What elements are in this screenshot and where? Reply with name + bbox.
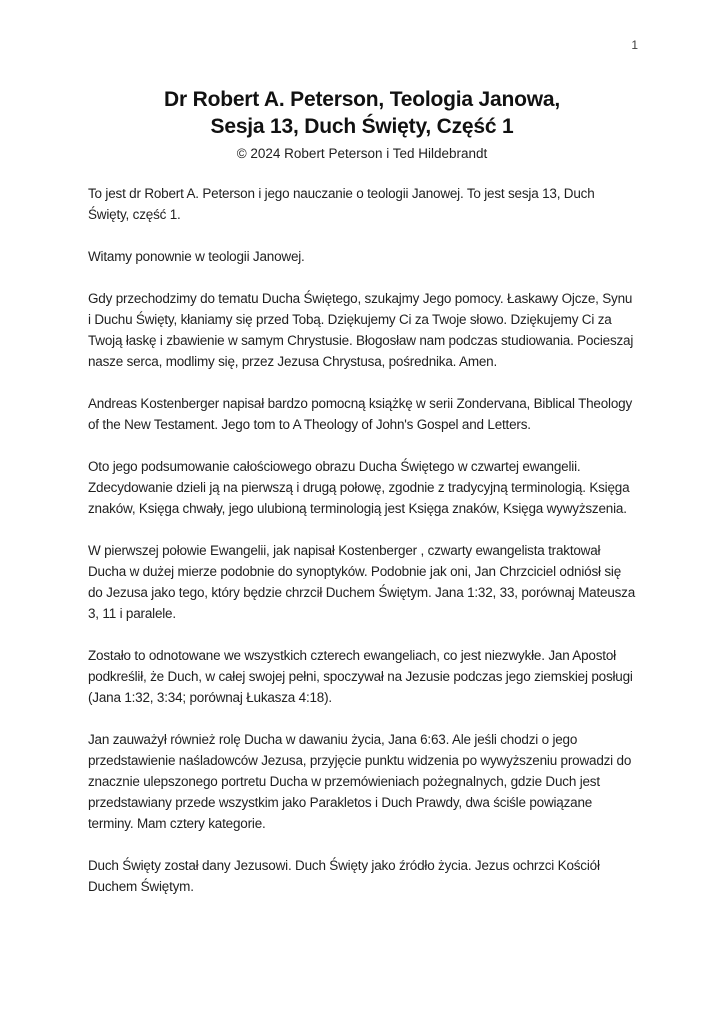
- document-header: [0, 86, 724, 162]
- paragraph-life-giving-spirit: Jan zauważył również rolę Ducha w dawaniu życia, Jana 6:63. Ale jeśli chodzi o jego przedstawienie naśladowców Jezusa, przyjęcie punktu widzenia po wywyższeniu prowadzi do znacznie ulepszonego portretu Ducha w przemówieniach pożegnalnych, gdzie Duch jest przedstawiany przede wszystkim jako Parakletos i Duch Prawdy, dwa ściśle powiązane terminy. Mam cztery kategorie.: [88, 732, 632, 831]
- paragraph-first-half-gospel: W pierwszej połowie Ewangelii, jak napisał Kostenberger , czwarty ewangelista traktował Ducha w dużej mierze podobnie do synoptyków. Podobnie jak oni, Jan Chrzciciel odniósł się do Jezusa jako tego, który będzie chrzcił Duchem Świętym. Jana 1:32, 33, porównaj Mateusza 3, 11 i paralele.: [88, 543, 636, 621]
- paragraph-prayer: Gdy przechodzimy do tematu Ducha Świętego, szukajmy Jego pomocy. Łaskawy Ojcze, Synu i Duchu Święty, kłaniamy się przed Tobą. Dziękujemy Ci za Twoje słowo. Dziękujemy Ci za Twoją łaskę i zbawienie w samym Chrystusie. Błogosław nam podczas studiowania. Pocieszaj nasze serca, modlimy się, przez Jezusa Chrystusa, pośrednika. Amen.: [88, 291, 634, 369]
- title-line-1: Dr Robert A. Peterson, Teologia Janowa,: [164, 88, 560, 111]
- paragraph-kostenberger-book: Andreas Kostenberger napisał bardzo pomocną książkę w serii Zondervana, Biblical Theology of the New Testament. Jego tom to A Theology of John's Gospel and Letters.: [88, 396, 633, 432]
- paragraph-summary: Oto jego podsumowanie całościowego obrazu Ducha Świętego w czwartej ewangelii. Zdecydowanie dzieli ją na pierwszą i drugą połowę, zgodnie z tradycyjną terminologią. Księga znaków, Księga chwały, jego ulubioną terminologią jest Księga znaków, Księga wywyższenia.: [88, 459, 630, 516]
- page-number: 1: [631, 38, 638, 52]
- paragraph-intro: To jest dr Robert A. Peterson i jego nauczanie o teologii Janowej. To jest sesja 13, Duch Święty, część 1.: [88, 186, 595, 222]
- paragraph-closing: Duch Święty został dany Jezusowi. Duch Święty jako źródło życia. Jezus ochrzci Kościół Duchem Świętym.: [88, 858, 600, 894]
- copyright-line: © 2024 Robert Peterson i Ted Hildebrandt: [236, 146, 488, 161]
- paragraph-four-gospels: Zostało to odnotowane we wszystkich czterech ewangeliach, co jest niezwykłe. Jan Apostoł podkreślił, że Duch, w całej swojej pełni, spoczywał na Jezusie podczas jego ziemskiej posługi (Jana 1:32, 3:34; porównaj Łukasza 4:18).: [88, 648, 633, 705]
- title-line-2: Sesja 13, Duch Święty, Część 1: [210, 115, 514, 138]
- document-title: [0, 86, 724, 140]
- paragraph-welcome: Witamy ponownie w teologii Janowej.: [88, 249, 305, 264]
- document-body: [88, 183, 638, 897]
